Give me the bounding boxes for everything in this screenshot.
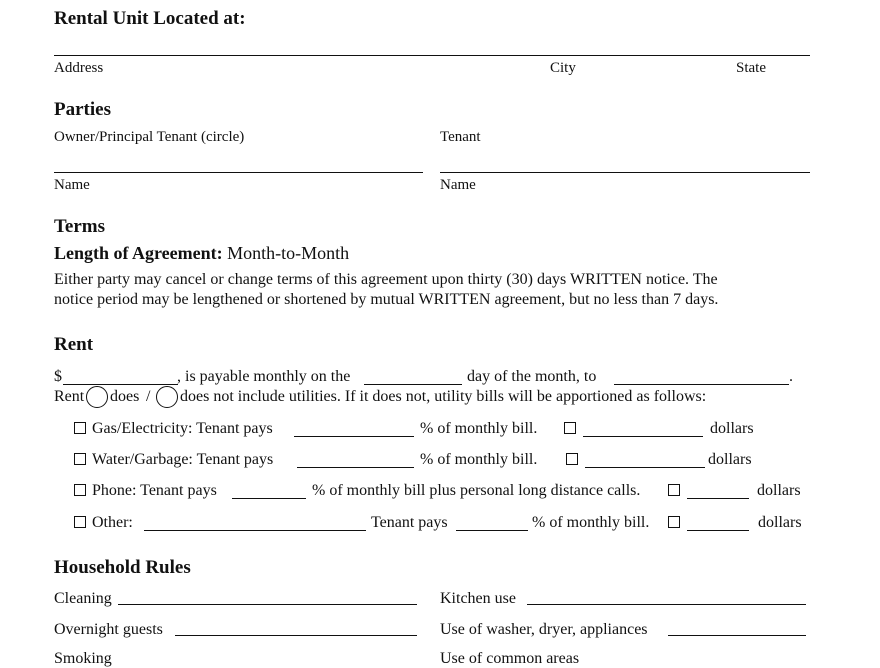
rent-heading: Rent [54,334,94,355]
address-label: Address [54,60,104,76]
terms-heading: Terms [54,216,106,237]
slash: / [146,388,151,405]
parties-heading: Parties [54,99,111,120]
other-dollars-text: dollars [758,514,802,531]
owner-name-line[interactable] [54,172,423,173]
household-rules-heading: Household Rules [54,557,191,578]
kitchen-use-line[interactable] [527,604,806,605]
does-word: does [110,388,140,405]
address-field-line[interactable] [54,55,810,56]
water-garbage-dollars-text: dollars [708,451,752,468]
phone-label: Phone: Tenant pays [92,482,217,499]
cleaning-label: Cleaning [54,590,112,607]
other-dollars-checkbox[interactable] [668,516,680,528]
owner-label: Owner/Principal Tenant (circle) [54,129,245,145]
gas-electricity-percent-line[interactable] [294,436,414,437]
phone-percent-line[interactable] [232,498,306,499]
length-label: Length of Agreement: [54,243,223,263]
water-garbage-dollars-line[interactable] [585,467,705,468]
payee-line[interactable] [614,384,789,385]
kitchen-use-label: Kitchen use [440,590,516,607]
tenant-name-label: Name [440,177,476,193]
other-tenant-pays-text: Tenant pays [371,514,448,531]
payable-text: , is payable monthly on the [177,368,351,385]
phone-dollars-checkbox[interactable] [668,484,680,496]
water-garbage-dollars-checkbox[interactable] [566,453,578,465]
rent-includes-circle-option[interactable] [86,386,108,408]
rent-does-not-include-circle-option[interactable] [156,386,178,408]
gas-electricity-dollars-text: dollars [710,420,754,437]
gas-electricity-percent-text: % of monthly bill. [420,420,538,437]
other-dollars-line[interactable] [687,530,749,531]
gas-electricity-label: Gas/Electricity: Tenant pays [92,420,273,437]
phone-checkbox[interactable] [74,484,86,496]
common-areas-label: Use of common areas [440,650,580,667]
other-description-line[interactable] [144,530,366,531]
water-garbage-checkbox[interactable] [74,453,86,465]
other-checkbox[interactable] [74,516,86,528]
does-not-include-text: does not include utilities. If it does not, utility bills will be apportioned as follows: [180,388,707,405]
payment-day-line[interactable] [364,384,462,385]
phone-dollars-line[interactable] [687,498,749,499]
other-percent-text: % of monthly bill. [532,514,650,531]
cleaning-line[interactable] [118,604,417,605]
length-of-agreement [54,243,349,264]
smoking-label: Smoking [54,650,112,667]
length-value: Month-to-Month [227,243,350,263]
notice-line-2: notice period may be lengthened or shortened by mutual WRITTEN agreement, but no less than 7 days. [54,291,719,308]
day-text: day of the month, to [467,368,597,385]
state-label: State [736,60,766,76]
notice-line-1: Either party may cancel or change terms of this agreement upon thirty (30) days WRITTEN notice. The [54,271,718,288]
water-garbage-percent-text: % of monthly bill. [420,451,538,468]
rent-word: Rent [54,388,85,405]
other-percent-line[interactable] [456,530,528,531]
overnight-guests-label: Overnight guests [54,621,163,638]
water-garbage-label: Water/Garbage: Tenant pays [92,451,274,468]
rent-period: . [789,368,793,385]
dollar-sign: $ [54,368,62,385]
rent-amount-line[interactable] [63,384,178,385]
tenant-name-line[interactable] [440,172,810,173]
rental-unit-heading: Rental Unit Located at: [54,8,246,29]
phone-percent-text: % of monthly bill plus personal long distance calls. [312,482,641,499]
water-garbage-percent-line[interactable] [297,467,414,468]
gas-electricity-dollars-checkbox[interactable] [564,422,576,434]
gas-electricity-checkbox[interactable] [74,422,86,434]
owner-name-label: Name [54,177,90,193]
gas-electricity-dollars-line[interactable] [583,436,703,437]
phone-dollars-text: dollars [757,482,801,499]
other-label: Other: [92,514,133,531]
washer-line[interactable] [668,635,806,636]
overnight-guests-line[interactable] [175,635,417,636]
tenant-label: Tenant [440,129,481,145]
washer-label: Use of washer, dryer, appliances [440,621,648,638]
city-label: City [550,60,576,76]
